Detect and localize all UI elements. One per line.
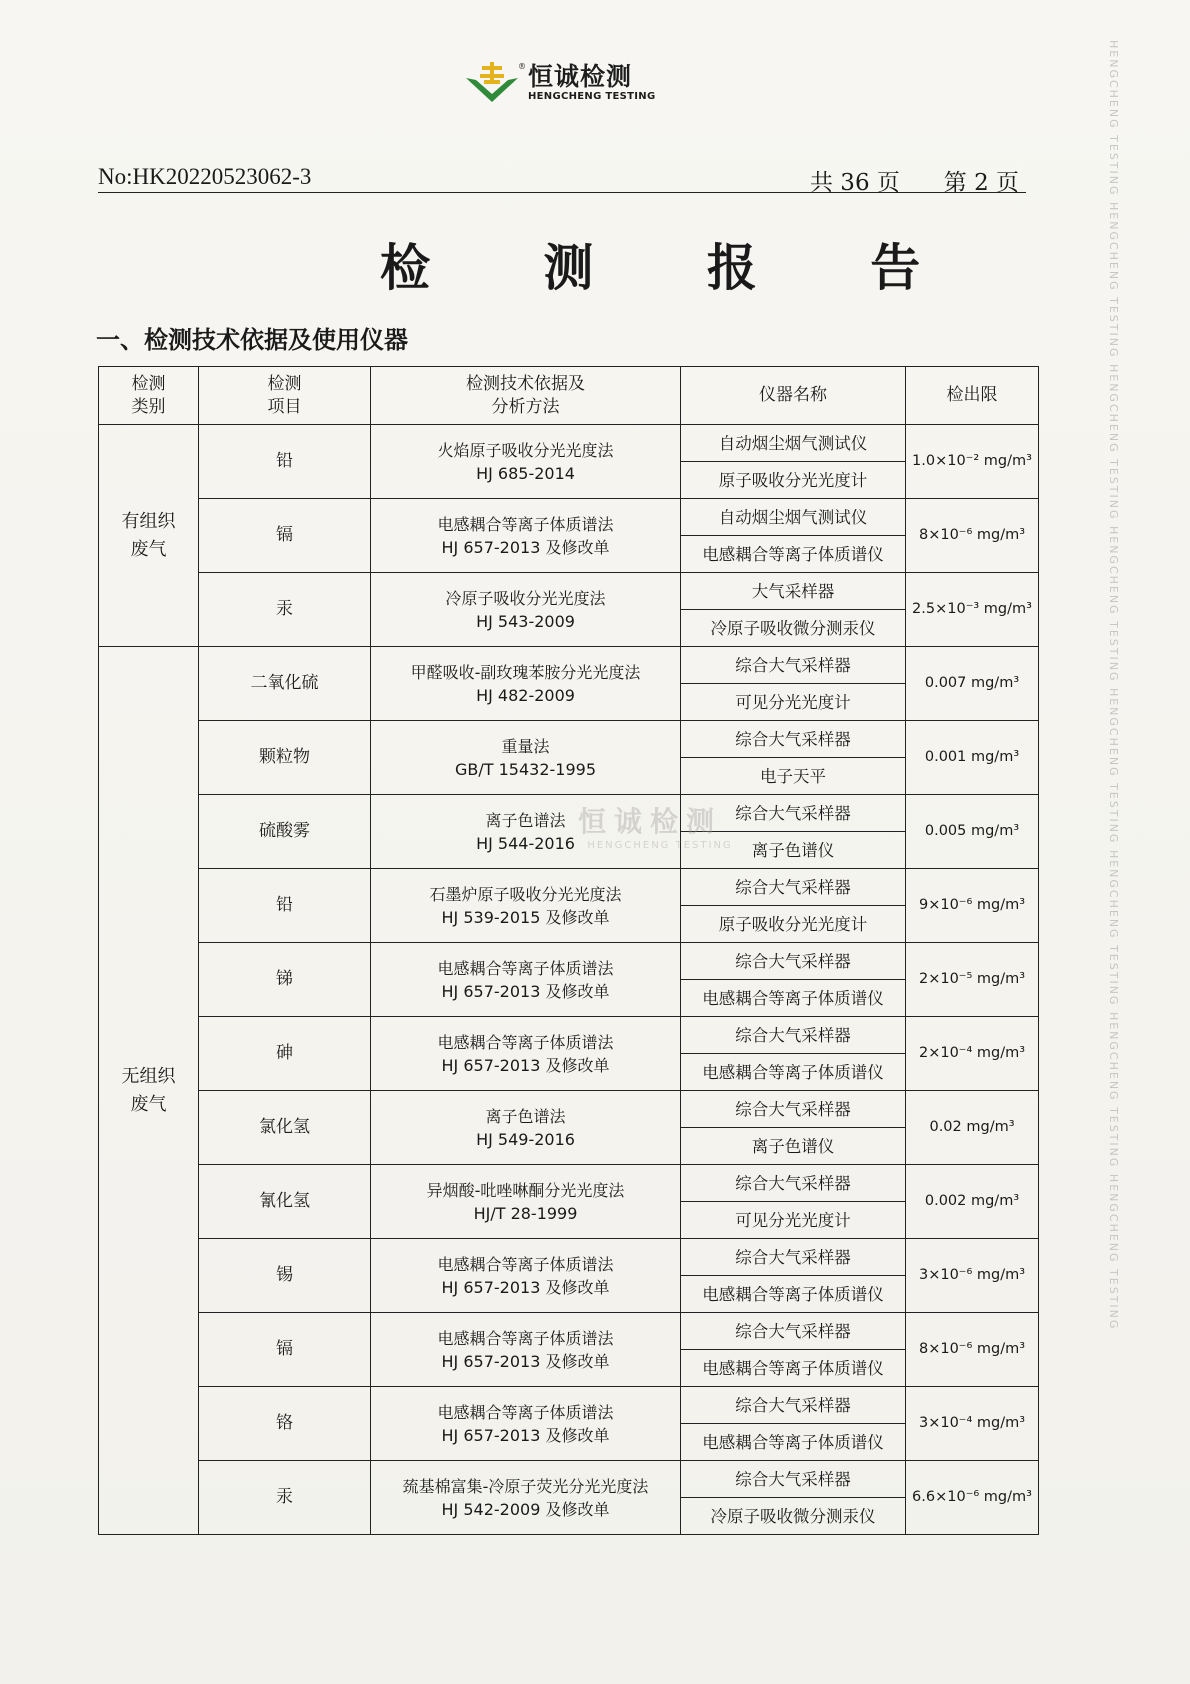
method-cell: 电感耦合等离子体质谱法 HJ 657-2013 及修改单 xyxy=(371,1313,681,1387)
total-pages: 共 36 页 xyxy=(810,170,900,196)
instrument-cell: 综合大气采样器 xyxy=(681,869,906,906)
table-row xyxy=(99,573,1039,610)
table-row xyxy=(99,499,1039,536)
item-cell: 锡 xyxy=(199,1239,371,1313)
table-row xyxy=(99,1313,1039,1350)
header-instrument: 仪器名称 xyxy=(681,367,906,425)
table-row xyxy=(99,425,1039,462)
instrument-cell: 综合大气采样器 xyxy=(681,1239,906,1276)
instrument-cell: 可见分光光度计 xyxy=(681,684,906,721)
method-cell: 离子色谱法 HJ 544-2016 xyxy=(371,795,681,869)
instrument-cell: 综合大气采样器 xyxy=(681,1165,906,1202)
side-watermark: HENGCHENG TESTING HENGCHENG TESTING HENGCHENG TESTING HENGCHENG TESTING HENGCHENG TESTING HENGCHENG TESTING HENGCHENG TESTING HENGCHENG TESTING xyxy=(1107,40,1120,1331)
header-limit: 检出限 xyxy=(906,367,1039,425)
instrument-cell: 综合大气采样器 xyxy=(681,943,906,980)
item-cell: 颗粒物 xyxy=(199,721,371,795)
instrument-cell: 综合大气采样器 xyxy=(681,1313,906,1350)
detection-limit-cell: 6.6×10⁻⁶ mg/m³ xyxy=(906,1461,1039,1535)
detection-limit-cell: 0.002 mg/m³ xyxy=(906,1165,1039,1239)
detection-limit-cell: 2.5×10⁻³ mg/m³ xyxy=(906,573,1039,647)
instrument-cell: 电感耦合等离子体质谱仪 xyxy=(681,1424,906,1461)
detection-limit-cell: 0.007 mg/m³ xyxy=(906,647,1039,721)
table-row xyxy=(99,1387,1039,1424)
item-cell: 铅 xyxy=(199,425,371,499)
table-row xyxy=(99,1165,1039,1202)
instrument-cell: 综合大气采样器 xyxy=(681,721,906,758)
table-row xyxy=(99,1239,1039,1276)
method-cell: 甲醛吸收-副玫瑰苯胺分光光度法 HJ 482-2009 xyxy=(371,647,681,721)
method-cell: 异烟酸-吡唑啉酮分光光度法 HJ/T 28-1999 xyxy=(371,1165,681,1239)
instrument-cell: 综合大气采样器 xyxy=(681,647,906,684)
item-cell: 镉 xyxy=(199,499,371,573)
document-number: No:HK20220523062-3 xyxy=(98,164,312,189)
item-cell: 汞 xyxy=(199,573,371,647)
table-row xyxy=(99,943,1039,980)
method-cell: 电感耦合等离子体质谱法 HJ 657-2013 及修改单 xyxy=(371,1017,681,1091)
item-cell: 氰化氢 xyxy=(199,1165,371,1239)
header-category: 检测 类别 xyxy=(99,367,199,425)
table-row xyxy=(99,647,1039,684)
method-cell: 电感耦合等离子体质谱法 HJ 657-2013 及修改单 xyxy=(371,943,681,1017)
method-cell: 火焰原子吸收分光光度法 HJ 685-2014 xyxy=(371,425,681,499)
registered-mark: ® xyxy=(518,62,526,71)
method-cell: 石墨炉原子吸收分光光度法 HJ 539-2015 及修改单 xyxy=(371,869,681,943)
method-cell: 电感耦合等离子体质谱法 HJ 657-2013 及修改单 xyxy=(371,499,681,573)
company-logo xyxy=(462,58,692,108)
detection-limit-cell: 8×10⁻⁶ mg/m³ xyxy=(906,499,1039,573)
instrument-cell: 电感耦合等离子体质谱仪 xyxy=(681,1054,906,1091)
detection-limit-cell: 3×10⁻⁶ mg/m³ xyxy=(906,1239,1039,1313)
instrument-cell: 冷原子吸收微分测汞仪 xyxy=(681,610,906,647)
instrument-cell: 电感耦合等离子体质谱仪 xyxy=(681,1350,906,1387)
detection-limit-cell: 0.001 mg/m³ xyxy=(906,721,1039,795)
detection-limit-cell: 2×10⁻⁵ mg/m³ xyxy=(906,943,1039,1017)
table-row xyxy=(99,869,1039,906)
detection-limit-cell: 9×10⁻⁶ mg/m³ xyxy=(906,869,1039,943)
report-title: 检 测 报 告 xyxy=(380,238,969,297)
table-row xyxy=(99,1461,1039,1498)
instrument-cell: 离子色谱仪 xyxy=(681,832,906,869)
page-indicator xyxy=(810,164,1019,197)
instrument-cell: 原子吸收分光光度计 xyxy=(681,906,906,943)
instrument-cell: 电感耦合等离子体质谱仪 xyxy=(681,1276,906,1313)
category-cell: 有组织 废气 xyxy=(99,425,199,647)
instrument-cell: 可见分光光度计 xyxy=(681,1202,906,1239)
method-cell: 电感耦合等离子体质谱法 HJ 657-2013 及修改单 xyxy=(371,1387,681,1461)
item-cell: 铅 xyxy=(199,869,371,943)
instrument-cell: 冷原子吸收微分测汞仪 xyxy=(681,1498,906,1535)
table-row xyxy=(99,1017,1039,1054)
center-watermark-en: HENGCHENG TESTING xyxy=(587,840,733,851)
item-cell: 锑 xyxy=(199,943,371,1017)
table-row xyxy=(99,1091,1039,1128)
detection-limit-cell: 1.0×10⁻² mg/m³ xyxy=(906,425,1039,499)
section-heading: 一、检测技术依据及使用仪器 xyxy=(96,326,408,354)
item-cell: 二氧化硫 xyxy=(199,647,371,721)
method-cell: 巯基棉富集-冷原子荧光分光光度法 HJ 542-2009 及修改单 xyxy=(371,1461,681,1535)
instrument-cell: 自动烟尘烟气测试仪 xyxy=(681,499,906,536)
method-cell: 重量法 GB/T 15432-1995 xyxy=(371,721,681,795)
detection-limit-cell: 0.005 mg/m³ xyxy=(906,795,1039,869)
item-cell: 镉 xyxy=(199,1313,371,1387)
table-header-row xyxy=(99,367,1039,425)
detection-limit-cell: 8×10⁻⁶ mg/m³ xyxy=(906,1313,1039,1387)
detection-limit-cell: 0.02 mg/m³ xyxy=(906,1091,1039,1165)
item-cell: 铬 xyxy=(199,1387,371,1461)
instrument-cell: 综合大气采样器 xyxy=(681,1017,906,1054)
method-cell: 冷原子吸收分光光度法 HJ 543-2009 xyxy=(371,573,681,647)
logo-name-cn: 恒诚检测 xyxy=(528,62,633,91)
detection-limit-cell: 3×10⁻⁴ mg/m³ xyxy=(906,1387,1039,1461)
item-cell: 氯化氢 xyxy=(199,1091,371,1165)
instrument-cell: 综合大气采样器 xyxy=(681,1387,906,1424)
instrument-cell: 自动烟尘烟气测试仪 xyxy=(681,425,906,462)
table-row xyxy=(99,721,1039,758)
instrument-cell: 离子色谱仪 xyxy=(681,1128,906,1165)
method-instrument-table xyxy=(98,366,1039,1535)
item-cell: 汞 xyxy=(199,1461,371,1535)
logo-name-en: HENGCHENG TESTING xyxy=(528,91,656,102)
instrument-cell: 电子天平 xyxy=(681,758,906,795)
header-item: 检测 项目 xyxy=(199,367,371,425)
instrument-cell: 综合大气采样器 xyxy=(681,1461,906,1498)
instrument-cell: 电感耦合等离子体质谱仪 xyxy=(681,980,906,1017)
header-method: 检测技术依据及 分析方法 xyxy=(371,367,681,425)
instrument-cell: 电感耦合等离子体质谱仪 xyxy=(681,536,906,573)
item-cell: 砷 xyxy=(199,1017,371,1091)
instrument-cell: 原子吸收分光光度计 xyxy=(681,462,906,499)
method-cell: 离子色谱法 HJ 549-2016 xyxy=(371,1091,681,1165)
instrument-cell: 综合大气采样器 xyxy=(681,795,906,832)
instrument-cell: 综合大气采样器 xyxy=(681,1091,906,1128)
detection-limit-cell: 2×10⁻⁴ mg/m³ xyxy=(906,1017,1039,1091)
center-watermark-cn: 恒诚检测 xyxy=(577,805,722,838)
category-cell: 无组织 废气 xyxy=(99,647,199,1535)
current-page: 第 2 页 xyxy=(943,170,1020,196)
instrument-cell: 大气采样器 xyxy=(681,573,906,610)
item-cell: 硫酸雾 xyxy=(199,795,371,869)
method-cell: 电感耦合等离子体质谱法 HJ 657-2013 及修改单 xyxy=(371,1239,681,1313)
hengcheng-logo-icon xyxy=(462,60,522,106)
